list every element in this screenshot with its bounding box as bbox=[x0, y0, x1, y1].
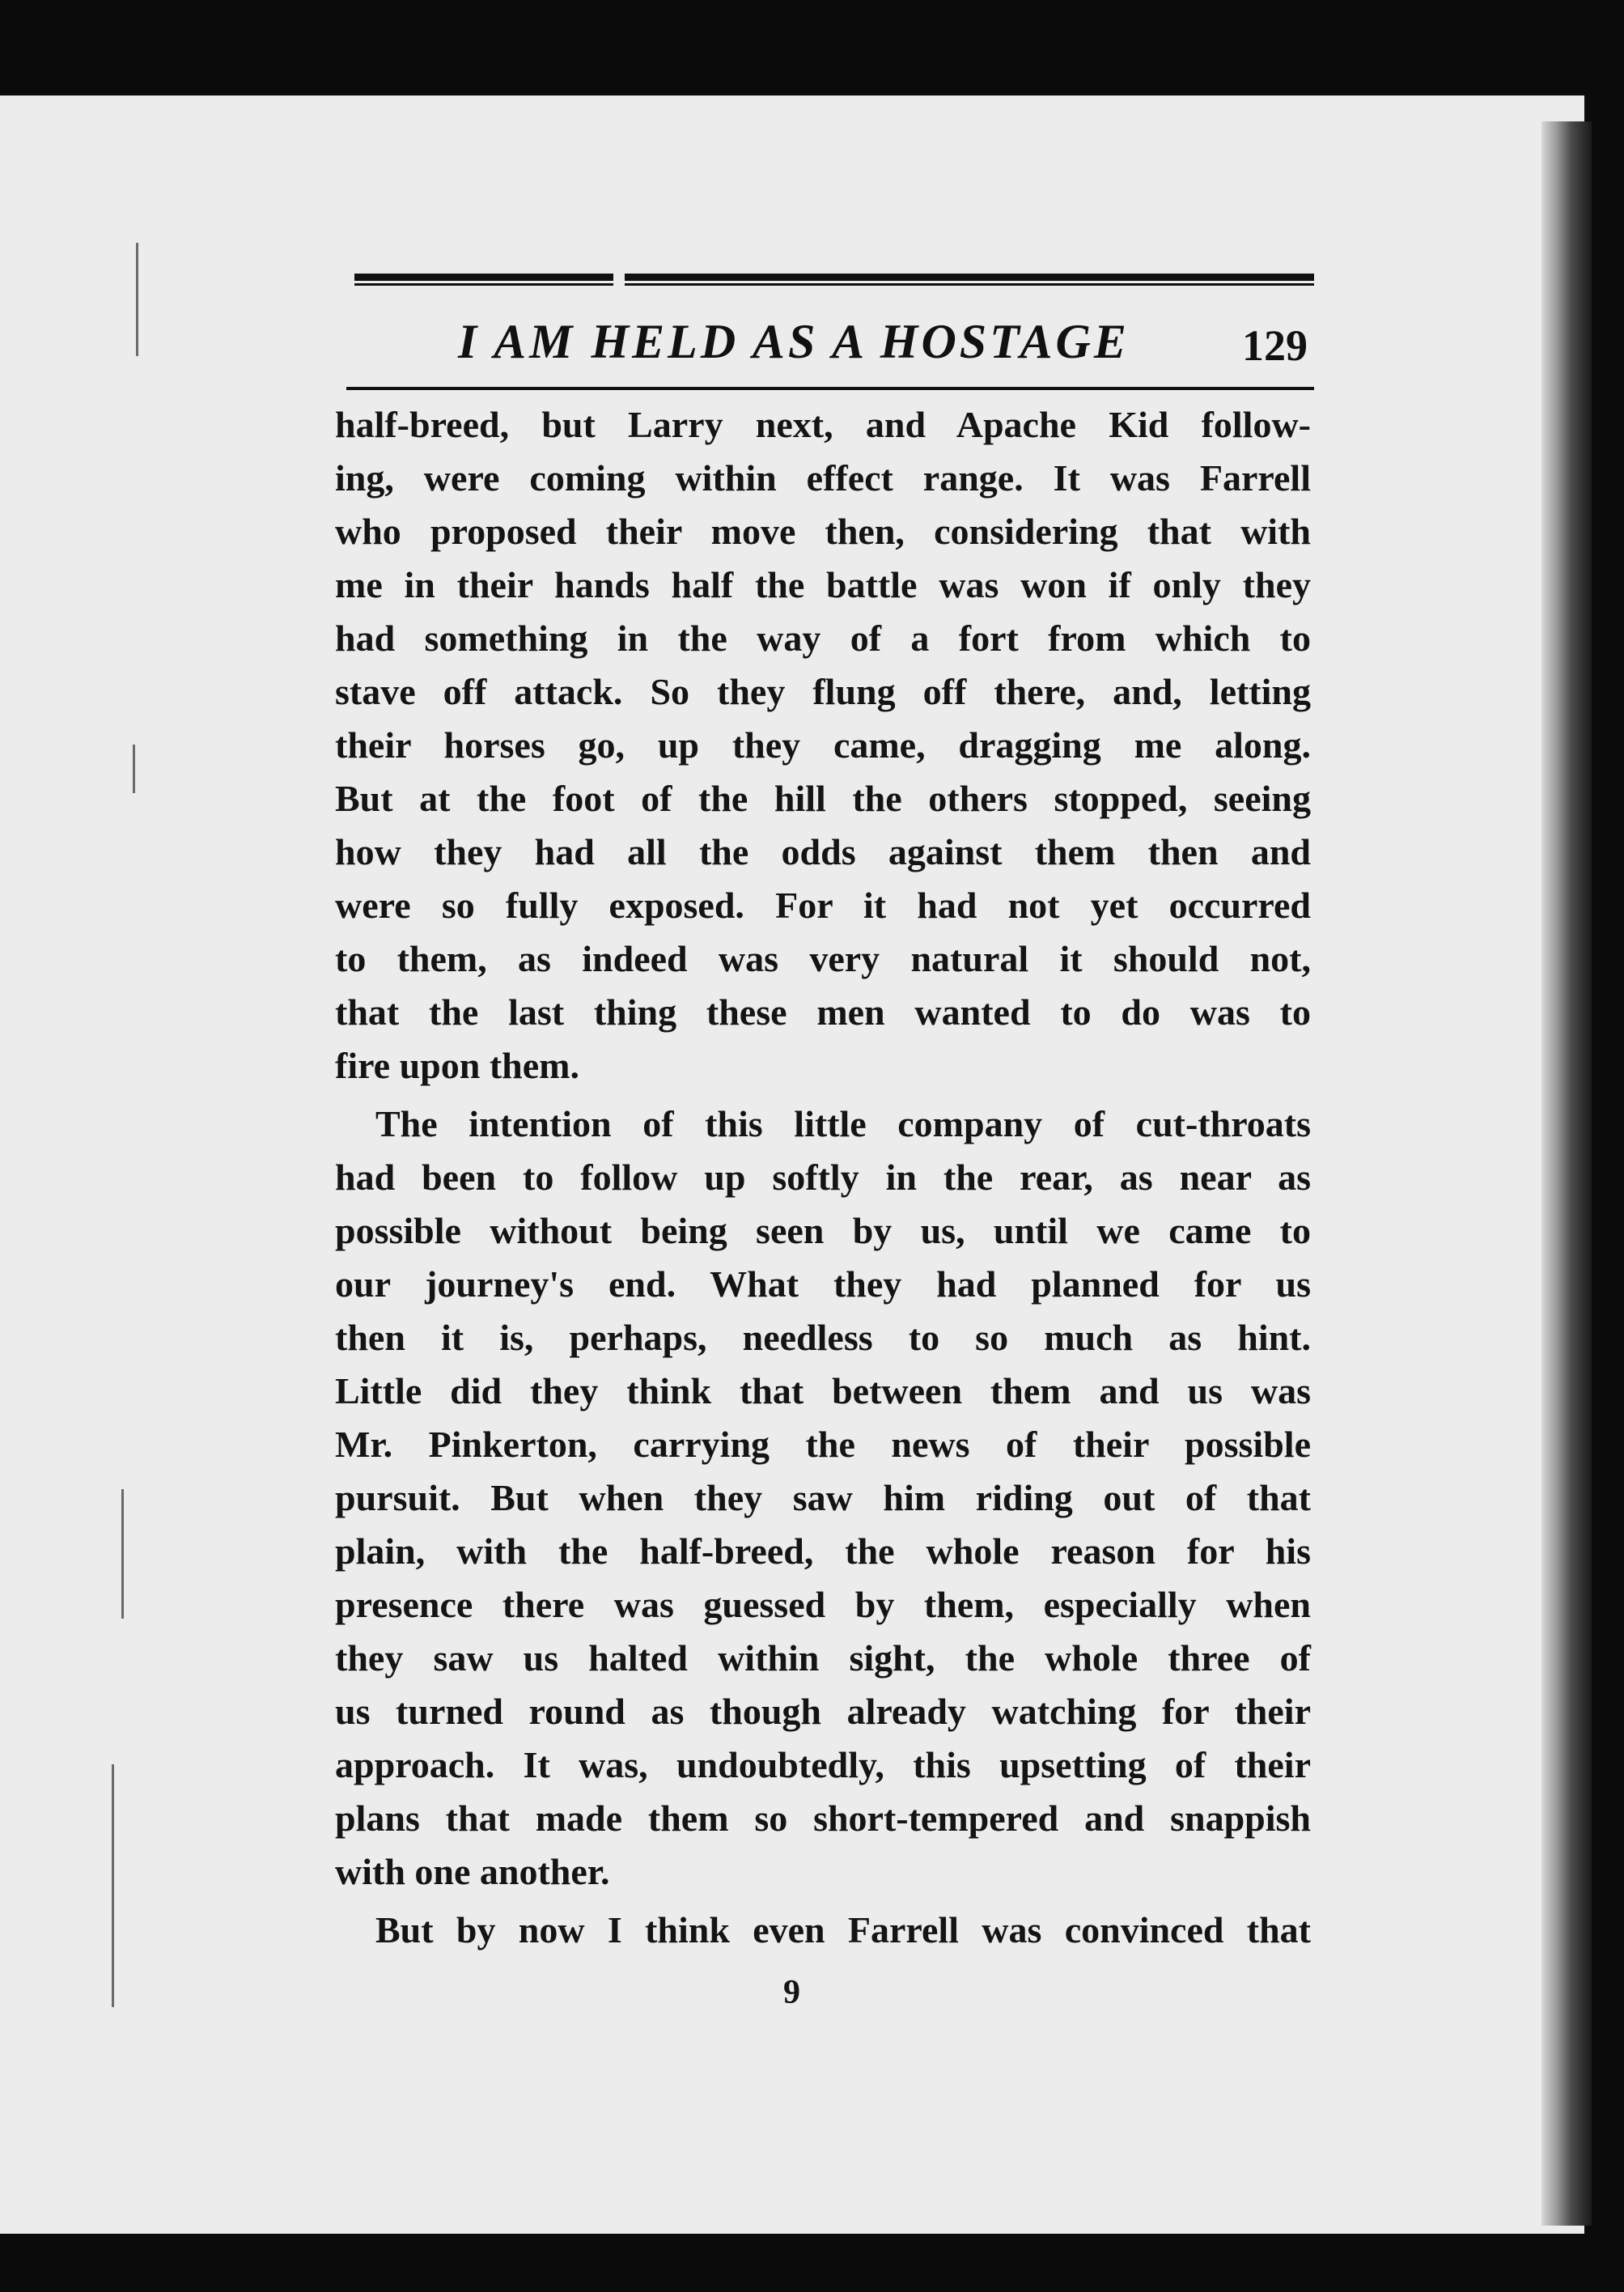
text-line: stave off attack. So they flung off there, and, letting bbox=[335, 671, 1311, 712]
text-line: how they had all the odds against them then and bbox=[335, 831, 1311, 872]
text-line: fire upon them. bbox=[335, 1045, 579, 1086]
margin-mark bbox=[133, 745, 135, 793]
text-line: possible without being seen by us, until we came to bbox=[335, 1210, 1311, 1251]
text-line: that the last thing these men wanted to do was to bbox=[335, 991, 1311, 1033]
paragraph bbox=[335, 398, 1311, 1093]
text-line: were so fully exposed. For it had not yet occurred bbox=[335, 885, 1311, 926]
page-number: 129 bbox=[1242, 321, 1308, 370]
text-line: plain, with the half-breed, the whole reason for his bbox=[335, 1530, 1311, 1572]
paragraph bbox=[335, 1904, 1311, 1957]
text-line: our journey's end. What they had planned for us bbox=[335, 1263, 1311, 1305]
text-line: us turned round as though already watching for their bbox=[335, 1691, 1311, 1732]
header-double-rule bbox=[354, 274, 1314, 288]
margin-mark bbox=[121, 1489, 124, 1619]
text-line: Little did they think that between them and us was bbox=[335, 1370, 1311, 1411]
text-line: with one another. bbox=[335, 1851, 610, 1892]
text-line: had been to follow up softly in the rear, as near as bbox=[335, 1157, 1311, 1198]
body-text bbox=[335, 398, 1311, 1957]
text-line: presence there was guessed by them, especially when bbox=[335, 1584, 1311, 1625]
text-line: The intention of this little company of cut-throats bbox=[375, 1103, 1311, 1144]
text-line: half-breed, but Larry next, and Apache Kid follow- bbox=[335, 404, 1311, 445]
header-rule bbox=[346, 387, 1314, 390]
text-line: But at the foot of the hill the others stopped, seeing bbox=[335, 778, 1311, 819]
text-line: they saw us halted within sight, the whole three of bbox=[335, 1637, 1311, 1679]
text-line: had something in the way of a fort from which to bbox=[335, 618, 1311, 659]
text-line: to them, as indeed was very natural it should not, bbox=[335, 938, 1311, 979]
running-head bbox=[354, 309, 1314, 382]
text-line: plans that made them so short-tempered and snappish bbox=[335, 1798, 1311, 1839]
margin-mark bbox=[112, 1764, 114, 2007]
running-title: I AM HELD AS A HOSTAGE bbox=[458, 315, 1130, 368]
signature-mark: 9 bbox=[783, 1974, 800, 2011]
text-line: But by now I think even Farrell was convinced that bbox=[375, 1909, 1311, 1950]
text-line: ing, were coming within effect range. It was Farrell bbox=[335, 457, 1311, 499]
paragraph bbox=[335, 1097, 1311, 1899]
text-line: then it is, perhaps, needless to so much as hint. bbox=[335, 1317, 1311, 1358]
margin-mark bbox=[136, 243, 138, 356]
text-line: me in their hands half the battle was won if only they bbox=[335, 564, 1311, 605]
text-line: approach. It was, undoubtedly, this upsetting of their bbox=[335, 1744, 1311, 1785]
text-line: who proposed their move then, considering that with bbox=[335, 511, 1311, 552]
page-edge-shadow bbox=[1541, 121, 1592, 2226]
text-line: Mr. Pinkerton, carrying the news of their possible bbox=[335, 1424, 1311, 1465]
text-line: their horses go, up they came, dragging me along. bbox=[335, 724, 1311, 766]
text-line: pursuit. But when they saw him riding out of that bbox=[335, 1477, 1311, 1518]
